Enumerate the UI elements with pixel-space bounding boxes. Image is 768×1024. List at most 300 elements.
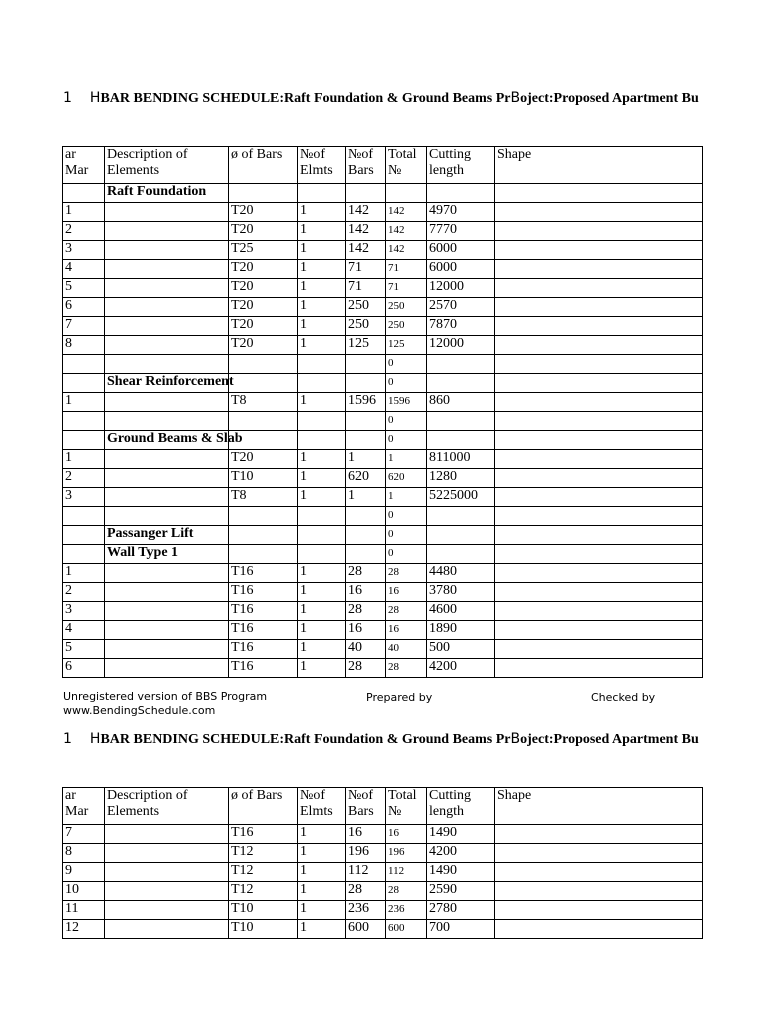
total-cell: 600 [386, 920, 427, 939]
table-row [63, 507, 703, 526]
description-cell: Ground Beams & Slab [105, 431, 229, 450]
shape-cell [495, 393, 703, 412]
cutting-length-cell: 4200 [427, 844, 495, 863]
page2-header-b: B [510, 731, 521, 747]
total-cell: 71 [386, 279, 427, 298]
description-cell [105, 241, 229, 260]
description-cell [105, 488, 229, 507]
shape-cell [495, 564, 703, 583]
bar-mark-cell [63, 526, 105, 545]
cutting-length-cell [427, 374, 495, 393]
table-header-row [63, 147, 703, 184]
column-header-num-elements: №of Elmts [298, 788, 346, 825]
diameter-cell [229, 526, 298, 545]
num-bars-cell: 112 [346, 863, 386, 882]
num-elements-cell: 1 [298, 488, 346, 507]
page2-header-title-b: oject:Proposed Apartment Bu [520, 732, 699, 747]
column-header-num-elements: №of Elmts [298, 147, 346, 184]
description-cell: Wall Type 1 [105, 545, 229, 564]
total-cell: 71 [386, 260, 427, 279]
page1-header-title-a: BAR BENDING SCHEDULE:Raft Foundation & Ground Beams Pr [100, 91, 511, 106]
shape-cell [495, 450, 703, 469]
num-elements-cell [298, 374, 346, 393]
column-header-shape: Shape [495, 788, 703, 825]
table-row [63, 222, 703, 241]
description-cell [105, 260, 229, 279]
cutting-length-cell: 1490 [427, 863, 495, 882]
page2-header-h: H [89, 731, 101, 747]
diameter-cell [229, 374, 298, 393]
num-bars-cell: 236 [346, 901, 386, 920]
footer-checked-by: Checked by [591, 691, 656, 704]
bending-schedule-table-2 [62, 787, 703, 939]
num-bars-cell: 142 [346, 203, 386, 222]
page1-header-h: H [89, 90, 101, 106]
num-elements-cell: 1 [298, 901, 346, 920]
column-header-bar-mark: ar Mar [63, 788, 105, 825]
total-cell: 125 [386, 336, 427, 355]
description-cell [105, 279, 229, 298]
total-cell: 0 [386, 526, 427, 545]
shape-cell [495, 355, 703, 374]
cutting-length-cell: 500 [427, 640, 495, 659]
total-cell: 1596 [386, 393, 427, 412]
description-cell [105, 336, 229, 355]
diameter-cell [229, 412, 298, 431]
column-header-total: Total № [386, 788, 427, 825]
diameter-cell: T16 [229, 621, 298, 640]
cutting-length-cell: 4600 [427, 602, 495, 621]
num-elements-cell: 1 [298, 844, 346, 863]
total-cell: 196 [386, 844, 427, 863]
bar-mark-cell: 1 [63, 203, 105, 222]
cutting-length-cell [427, 545, 495, 564]
num-elements-cell: 1 [298, 222, 346, 241]
diameter-cell: T20 [229, 317, 298, 336]
num-elements-cell: 1 [298, 393, 346, 412]
bar-mark-cell: 1 [63, 564, 105, 583]
diameter-cell: T20 [229, 260, 298, 279]
shape-cell [495, 336, 703, 355]
column-header-bar-mark: ar Mar [63, 147, 105, 184]
num-bars-cell: 28 [346, 602, 386, 621]
diameter-cell: T10 [229, 469, 298, 488]
diameter-cell [229, 507, 298, 526]
section-header-row [63, 374, 703, 393]
num-elements-cell: 1 [298, 621, 346, 640]
section-header-row [63, 545, 703, 564]
num-elements-cell: 1 [298, 298, 346, 317]
bar-mark-cell: 6 [63, 298, 105, 317]
description-cell [105, 564, 229, 583]
column-header-description: Description of Elements [105, 147, 229, 184]
diameter-cell: T12 [229, 844, 298, 863]
diameter-cell: T20 [229, 222, 298, 241]
bar-mark-cell: 3 [63, 602, 105, 621]
total-cell: 142 [386, 222, 427, 241]
cutting-length-cell: 811000 [427, 450, 495, 469]
total-cell: 1 [386, 488, 427, 507]
shape-cell [495, 374, 703, 393]
total-cell: 28 [386, 602, 427, 621]
num-bars-cell [346, 431, 386, 450]
column-header-num-bars: №of Bars [346, 147, 386, 184]
cutting-length-cell: 4200 [427, 659, 495, 678]
description-cell: Passanger Lift [105, 526, 229, 545]
total-cell: 0 [386, 374, 427, 393]
section-header-row [63, 184, 703, 203]
column-header-cutting-length: Cutting length [427, 147, 495, 184]
num-bars-cell: 40 [346, 640, 386, 659]
total-cell: 16 [386, 621, 427, 640]
total-cell: 0 [386, 431, 427, 450]
diameter-cell: T20 [229, 279, 298, 298]
page2-header-number: 1 [63, 731, 72, 747]
num-bars-cell: 16 [346, 583, 386, 602]
num-bars-cell [346, 412, 386, 431]
total-cell: 28 [386, 882, 427, 901]
footer-prepared-by: Prepared by [366, 691, 433, 704]
diameter-cell: T20 [229, 203, 298, 222]
cutting-length-cell: 1490 [427, 825, 495, 844]
bar-mark-cell [63, 374, 105, 393]
description-cell [105, 298, 229, 317]
num-elements-cell: 1 [298, 920, 346, 939]
num-elements-cell: 1 [298, 564, 346, 583]
num-elements-cell: 1 [298, 583, 346, 602]
shape-cell [495, 469, 703, 488]
column-header-shape: Shape [495, 147, 703, 184]
shape-cell [495, 298, 703, 317]
total-cell: 0 [386, 412, 427, 431]
num-elements-cell: 1 [298, 469, 346, 488]
table-row [63, 659, 703, 678]
cutting-length-cell: 700 [427, 920, 495, 939]
table-row [63, 203, 703, 222]
table-row [63, 298, 703, 317]
table-row [63, 621, 703, 640]
total-cell: 142 [386, 241, 427, 260]
num-bars-cell: 250 [346, 317, 386, 336]
page2-header [63, 731, 699, 748]
shape-cell [495, 526, 703, 545]
num-elements-cell: 1 [298, 882, 346, 901]
num-bars-cell: 600 [346, 920, 386, 939]
description-cell [105, 825, 229, 844]
cutting-length-cell: 3780 [427, 583, 495, 602]
column-header-cutting-length: Cutting length [427, 788, 495, 825]
cutting-length-cell: 12000 [427, 336, 495, 355]
bar-mark-cell: 10 [63, 882, 105, 901]
cutting-length-cell: 4970 [427, 203, 495, 222]
table-row [63, 241, 703, 260]
num-bars-cell [346, 507, 386, 526]
bar-mark-cell: 7 [63, 317, 105, 336]
bar-mark-cell: 3 [63, 241, 105, 260]
total-cell: 250 [386, 317, 427, 336]
shape-cell [495, 507, 703, 526]
cutting-length-cell: 12000 [427, 279, 495, 298]
cutting-length-cell: 2570 [427, 298, 495, 317]
cutting-length-cell [427, 412, 495, 431]
num-bars-cell: 16 [346, 621, 386, 640]
num-bars-cell: 125 [346, 336, 386, 355]
bar-mark-cell [63, 355, 105, 374]
num-elements-cell: 1 [298, 450, 346, 469]
bar-mark-cell: 2 [63, 469, 105, 488]
description-cell [105, 659, 229, 678]
num-bars-cell: 28 [346, 659, 386, 678]
shape-cell [495, 241, 703, 260]
page2-header-title-a: BAR BENDING SCHEDULE:Raft Foundation & Ground Beams Pr [100, 732, 511, 747]
cutting-length-cell [427, 184, 495, 203]
cutting-length-cell: 1890 [427, 621, 495, 640]
description-cell: Raft Foundation [105, 184, 229, 203]
total-cell: 28 [386, 564, 427, 583]
description-cell [105, 203, 229, 222]
diameter-cell: T10 [229, 920, 298, 939]
diameter-cell: T16 [229, 640, 298, 659]
diameter-cell [229, 184, 298, 203]
bar-mark-cell: 7 [63, 825, 105, 844]
total-cell: 112 [386, 863, 427, 882]
bar-mark-cell: 2 [63, 583, 105, 602]
cutting-length-cell: 6000 [427, 241, 495, 260]
total-cell: 620 [386, 469, 427, 488]
cutting-length-cell: 2780 [427, 901, 495, 920]
cutting-length-cell: 6000 [427, 260, 495, 279]
diameter-cell: T10 [229, 901, 298, 920]
num-bars-cell [346, 374, 386, 393]
table-row [63, 469, 703, 488]
num-elements-cell: 1 [298, 241, 346, 260]
bending-schedule-table-1 [62, 146, 703, 678]
num-bars-cell: 142 [346, 222, 386, 241]
column-header-num-bars: №of Bars [346, 788, 386, 825]
num-elements-cell: 1 [298, 260, 346, 279]
shape-cell [495, 203, 703, 222]
section-header-row [63, 526, 703, 545]
table-row [63, 844, 703, 863]
shape-cell [495, 844, 703, 863]
bar-mark-cell: 11 [63, 901, 105, 920]
shape-cell [495, 222, 703, 241]
column-header-diameter: ø of Bars [229, 147, 298, 184]
description-cell [105, 621, 229, 640]
cutting-length-cell: 7870 [427, 317, 495, 336]
description-cell [105, 863, 229, 882]
num-bars-cell: 142 [346, 241, 386, 260]
table-row [63, 317, 703, 336]
diameter-cell: T16 [229, 564, 298, 583]
table-row [63, 882, 703, 901]
description-cell [105, 882, 229, 901]
cutting-length-cell [427, 507, 495, 526]
diameter-cell: T12 [229, 863, 298, 882]
num-bars-cell: 28 [346, 564, 386, 583]
num-bars-cell: 71 [346, 279, 386, 298]
cutting-length-cell: 4480 [427, 564, 495, 583]
diameter-cell: T8 [229, 488, 298, 507]
num-bars-cell: 196 [346, 844, 386, 863]
num-bars-cell [346, 355, 386, 374]
total-cell: 0 [386, 507, 427, 526]
table-row [63, 825, 703, 844]
table-row [63, 488, 703, 507]
total-cell: 0 [386, 355, 427, 374]
shape-cell [495, 260, 703, 279]
table-row [63, 583, 703, 602]
shape-cell [495, 412, 703, 431]
shape-cell [495, 920, 703, 939]
column-header-total: Total № [386, 147, 427, 184]
bar-mark-cell [63, 545, 105, 564]
total-cell: 142 [386, 203, 427, 222]
description-cell [105, 317, 229, 336]
num-elements-cell [298, 431, 346, 450]
shape-cell [495, 882, 703, 901]
cutting-length-cell: 7770 [427, 222, 495, 241]
num-elements-cell: 1 [298, 317, 346, 336]
diameter-cell [229, 545, 298, 564]
cutting-length-cell: 1280 [427, 469, 495, 488]
shape-cell [495, 431, 703, 450]
total-cell: 236 [386, 901, 427, 920]
column-header-diameter: ø of Bars [229, 788, 298, 825]
description-cell [105, 222, 229, 241]
num-elements-cell [298, 545, 346, 564]
footer-website: www.BendingSchedule.com [63, 704, 216, 717]
num-bars-cell: 620 [346, 469, 386, 488]
description-cell [105, 920, 229, 939]
num-bars-cell: 1596 [346, 393, 386, 412]
table-row [63, 564, 703, 583]
bar-mark-cell: 12 [63, 920, 105, 939]
description-cell [105, 507, 229, 526]
shape-cell [495, 317, 703, 336]
bar-mark-cell [63, 184, 105, 203]
bar-mark-cell: 2 [63, 222, 105, 241]
total-cell: 28 [386, 659, 427, 678]
num-elements-cell [298, 412, 346, 431]
bar-mark-cell [63, 507, 105, 526]
num-elements-cell: 1 [298, 659, 346, 678]
num-bars-cell: 16 [346, 825, 386, 844]
bar-mark-cell: 9 [63, 863, 105, 882]
shape-cell [495, 279, 703, 298]
total-cell: 16 [386, 825, 427, 844]
shape-cell [495, 621, 703, 640]
num-bars-cell: 250 [346, 298, 386, 317]
shape-cell [495, 901, 703, 920]
bar-mark-cell [63, 412, 105, 431]
page1-header [63, 90, 699, 107]
shape-cell [495, 184, 703, 203]
shape-cell [495, 602, 703, 621]
diameter-cell: T25 [229, 241, 298, 260]
num-elements-cell [298, 184, 346, 203]
diameter-cell: T20 [229, 336, 298, 355]
description-cell [105, 901, 229, 920]
num-bars-cell [346, 184, 386, 203]
shape-cell [495, 659, 703, 678]
column-header-description: Description of Elements [105, 788, 229, 825]
num-elements-cell: 1 [298, 863, 346, 882]
shape-cell [495, 583, 703, 602]
shape-cell [495, 825, 703, 844]
bar-mark-cell: 8 [63, 336, 105, 355]
total-cell: 40 [386, 640, 427, 659]
description-cell [105, 844, 229, 863]
shape-cell [495, 488, 703, 507]
description-cell [105, 412, 229, 431]
total-cell [386, 184, 427, 203]
diameter-cell [229, 355, 298, 374]
table-row [63, 450, 703, 469]
shape-cell [495, 640, 703, 659]
table-row [63, 602, 703, 621]
description-cell [105, 602, 229, 621]
bar-mark-cell: 3 [63, 488, 105, 507]
description-cell [105, 469, 229, 488]
diameter-cell: T16 [229, 583, 298, 602]
table-header-row [63, 788, 703, 825]
diameter-cell: T16 [229, 825, 298, 844]
num-elements-cell [298, 355, 346, 374]
diameter-cell: T20 [229, 450, 298, 469]
num-elements-cell: 1 [298, 602, 346, 621]
description-cell: Shear Reinforcement [105, 374, 229, 393]
num-bars-cell [346, 545, 386, 564]
table-row [63, 279, 703, 298]
table-row [63, 920, 703, 939]
description-cell [105, 583, 229, 602]
num-bars-cell [346, 526, 386, 545]
description-cell [105, 393, 229, 412]
diameter-cell: T16 [229, 659, 298, 678]
description-cell [105, 640, 229, 659]
total-cell: 250 [386, 298, 427, 317]
num-elements-cell [298, 526, 346, 545]
bar-mark-cell: 8 [63, 844, 105, 863]
bar-mark-cell: 5 [63, 279, 105, 298]
num-elements-cell: 1 [298, 279, 346, 298]
bar-mark-cell: 4 [63, 260, 105, 279]
bar-mark-cell: 1 [63, 450, 105, 469]
section-header-row [63, 431, 703, 450]
total-cell: 16 [386, 583, 427, 602]
diameter-cell: T12 [229, 882, 298, 901]
total-cell: 0 [386, 545, 427, 564]
table-row [63, 393, 703, 412]
cutting-length-cell [427, 526, 495, 545]
bar-mark-cell [63, 431, 105, 450]
cutting-length-cell: 860 [427, 393, 495, 412]
shape-cell [495, 545, 703, 564]
table-row [63, 412, 703, 431]
cutting-length-cell: 2590 [427, 882, 495, 901]
diameter-cell: T20 [229, 298, 298, 317]
bar-mark-cell: 6 [63, 659, 105, 678]
num-elements-cell: 1 [298, 640, 346, 659]
description-cell [105, 355, 229, 374]
footer-unregistered: Unregistered version of BBS Program [63, 690, 268, 703]
num-bars-cell: 71 [346, 260, 386, 279]
total-cell: 1 [386, 450, 427, 469]
page1-header-title-b: oject:Proposed Apartment Bu [520, 91, 699, 106]
num-elements-cell [298, 507, 346, 526]
cutting-length-cell: 5225000 [427, 488, 495, 507]
